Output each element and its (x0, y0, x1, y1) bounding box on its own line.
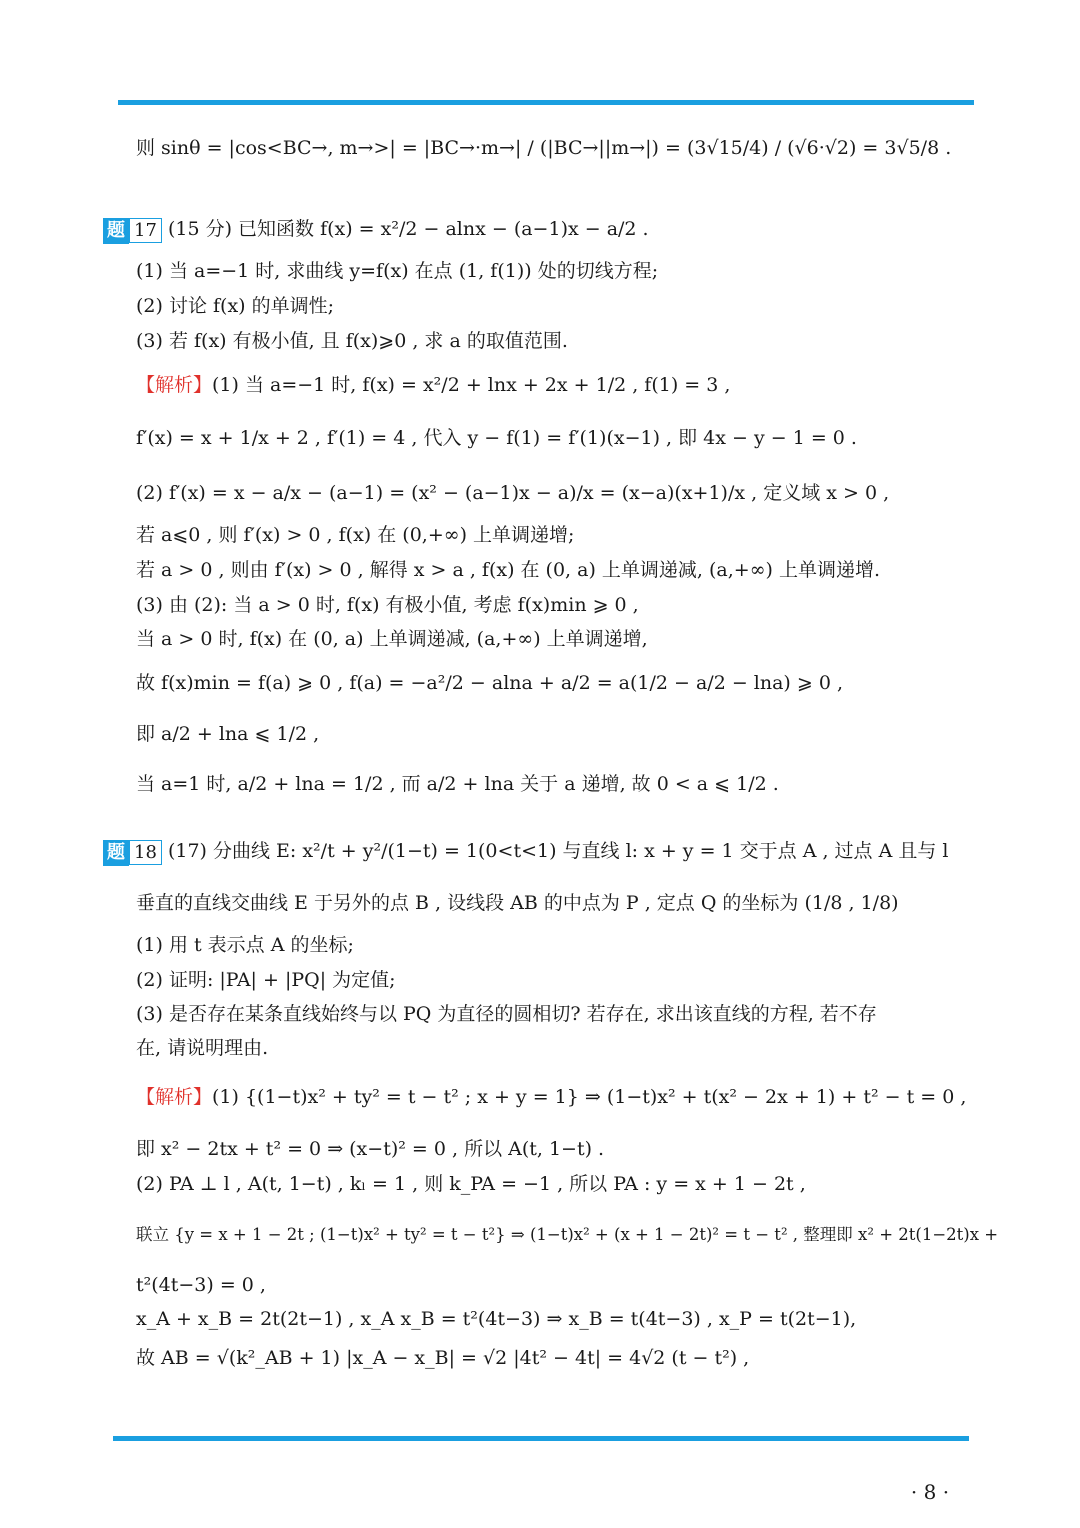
q17-solution-line-7: 当 a > 0 时, f(x) 在 (0, a) 上单调递减, (a,+∞) 上单调递增, (136, 628, 648, 650)
q17-solution-line-4: 若 a⩽0 , 则 f′(x) > 0 , f(x) 在 (0,+∞) 上单调递增; (136, 524, 575, 546)
question-tag: 题 18 (103, 839, 162, 865)
q17-solution-line-6: (3) 由 (2): 当 a > 0 时, f(x) 有极小值, 考虑 f(x)min ⩾ 0 , (136, 594, 639, 616)
q17-solution-line-8: 故 f(x)min = f(a) ⩾ 0 , f(a) = −a²/2 − alna + a/2 = a(1/2 − a/2 − lna) ⩾ 0 , (136, 672, 844, 694)
question-text: (17) 分曲线 E: x²/t + y²/(1−t) = 1(0<t<1) 与直线 l: x + y = 1 交于点 A , 过点 A 且与 l (167, 840, 949, 862)
q18-solution-line-2: 即 x² − 2tx + t² = 0 ⇒ (x−t)² = 0 , 所以 A(t, 1−t) . (136, 1138, 605, 1160)
q18-solution-line-6: x_A + x_B = 2t(2t−1) , x_A x_B = t²(4t−3) ⇒ x_B = t(4t−3) , x_P = t(2t−1), (136, 1308, 857, 1330)
top-rule (118, 100, 974, 105)
q18-solution-line-1: 【解析】(1) {(1−t)x² + ty² = t − t² ; x + y = 1} ⇒ (1−t)x² + t(x² − 2x + 1) + t² − t = 0 , (136, 1086, 967, 1108)
q17-part-2: (2) 讨论 f(x) 的单调性; (136, 295, 335, 317)
q17-solution-line-5: 若 a > 0 , 则由 f′(x) > 0 , 解得 x > a , f(x) 在 (0, a) 上单调递减, (a,+∞) 上单调递增. (136, 559, 881, 581)
q17-solution-line-10: 当 a=1 时, a/2 + lna = 1/2 , 而 a/2 + lna 关于 a 递增, 故 0 < a ⩽ 1/2 . (136, 773, 779, 795)
q17-solution-line-1: 【解析】(1) 当 a=−1 时, f(x) = x²/2 + lnx + 2x + 1/2 , f(1) = 3 , (136, 374, 731, 396)
q18-part-2: (2) 证明: |PA| + |PQ| 为定值; (136, 969, 396, 991)
solution-label: 【解析】 (136, 374, 213, 396)
page-number: · 8 · (910, 1480, 950, 1504)
question-tag: 题 17 (103, 217, 162, 243)
q18-solution-line-3: (2) PA ⊥ l , A(t, 1−t) , kₗ = 1 , 则 k_PA = −1 , 所以 PA : y = x + 1 − 2t , (136, 1173, 806, 1195)
q17-solution-line-2: f′(x) = x + 1/x + 2 , f′(1) = 4 , 代入 y − f(1) = f′(1)(x−1) , 即 4x − y − 1 = 0 . (136, 427, 857, 449)
bottom-rule (113, 1436, 969, 1441)
q17-part-1: (1) 当 a=−1 时, 求曲线 y=f(x) 在点 (1, f(1)) 处的切线方程; (136, 260, 659, 282)
q18-solution-line-7: 故 AB = √(k²_AB + 1) |x_A − x_B| = √2 |4t² − 4t| = 4√2 (t − t²) , (136, 1347, 750, 1369)
q17-solution-line-9: 即 a/2 + lna ⩽ 1/2 , (136, 723, 320, 745)
q17-solution-line-3: (2) f′(x) = x − a/x − (a−1) = (x² − (a−1)x − a)/x = (x−a)(x+1)/x , 定义域 x > 0 , (136, 482, 890, 504)
q18-part-1: (1) 用 t 表示点 A 的坐标; (136, 934, 354, 956)
header-equation: 则 sinθ = |cos<BC→, m→>| = |BC→·m→| / (|BC→||m→|) = (3√15/4) / (√6·√2) = 3√5/8 . (136, 137, 952, 159)
q17-part-3: (3) 若 f(x) 有极小值, 且 f(x)⩾0 , 求 a 的取值范围. (136, 330, 568, 352)
question-18-stem (103, 838, 948, 865)
q18-part-3-cont: 在, 请说明理由. (136, 1037, 269, 1059)
q18-solution-line-4: 联立 {y = x + 1 − 2t ; (1−t)x² + ty² = t − t²} ⇒ (1−t)x² + (x + 1 − 2t)² = t − t² , 整理即 x² + 2t(1−2t)x + (136, 1225, 999, 1244)
solution-label: 【解析】 (136, 1086, 213, 1108)
question-17-stem (103, 216, 649, 243)
q18-solution-line-5: t²(4t−3) = 0 , (136, 1274, 266, 1296)
q18-part-3: (3) 是否存在某条直线始终与以 PQ 为直径的圆相切? 若存在, 求出该直线的方程, 若不存 (136, 1003, 877, 1025)
question-text: (15 分) 已知函数 f(x) = x²/2 − alnx − (a−1)x − a/2 . (167, 218, 649, 240)
q18-stem-line-2: 垂直的直线交曲线 E 于另外的点 B , 设线段 AB 的中点为 P , 定点 Q 的坐标为 (1/8 , 1/8) (136, 892, 899, 914)
